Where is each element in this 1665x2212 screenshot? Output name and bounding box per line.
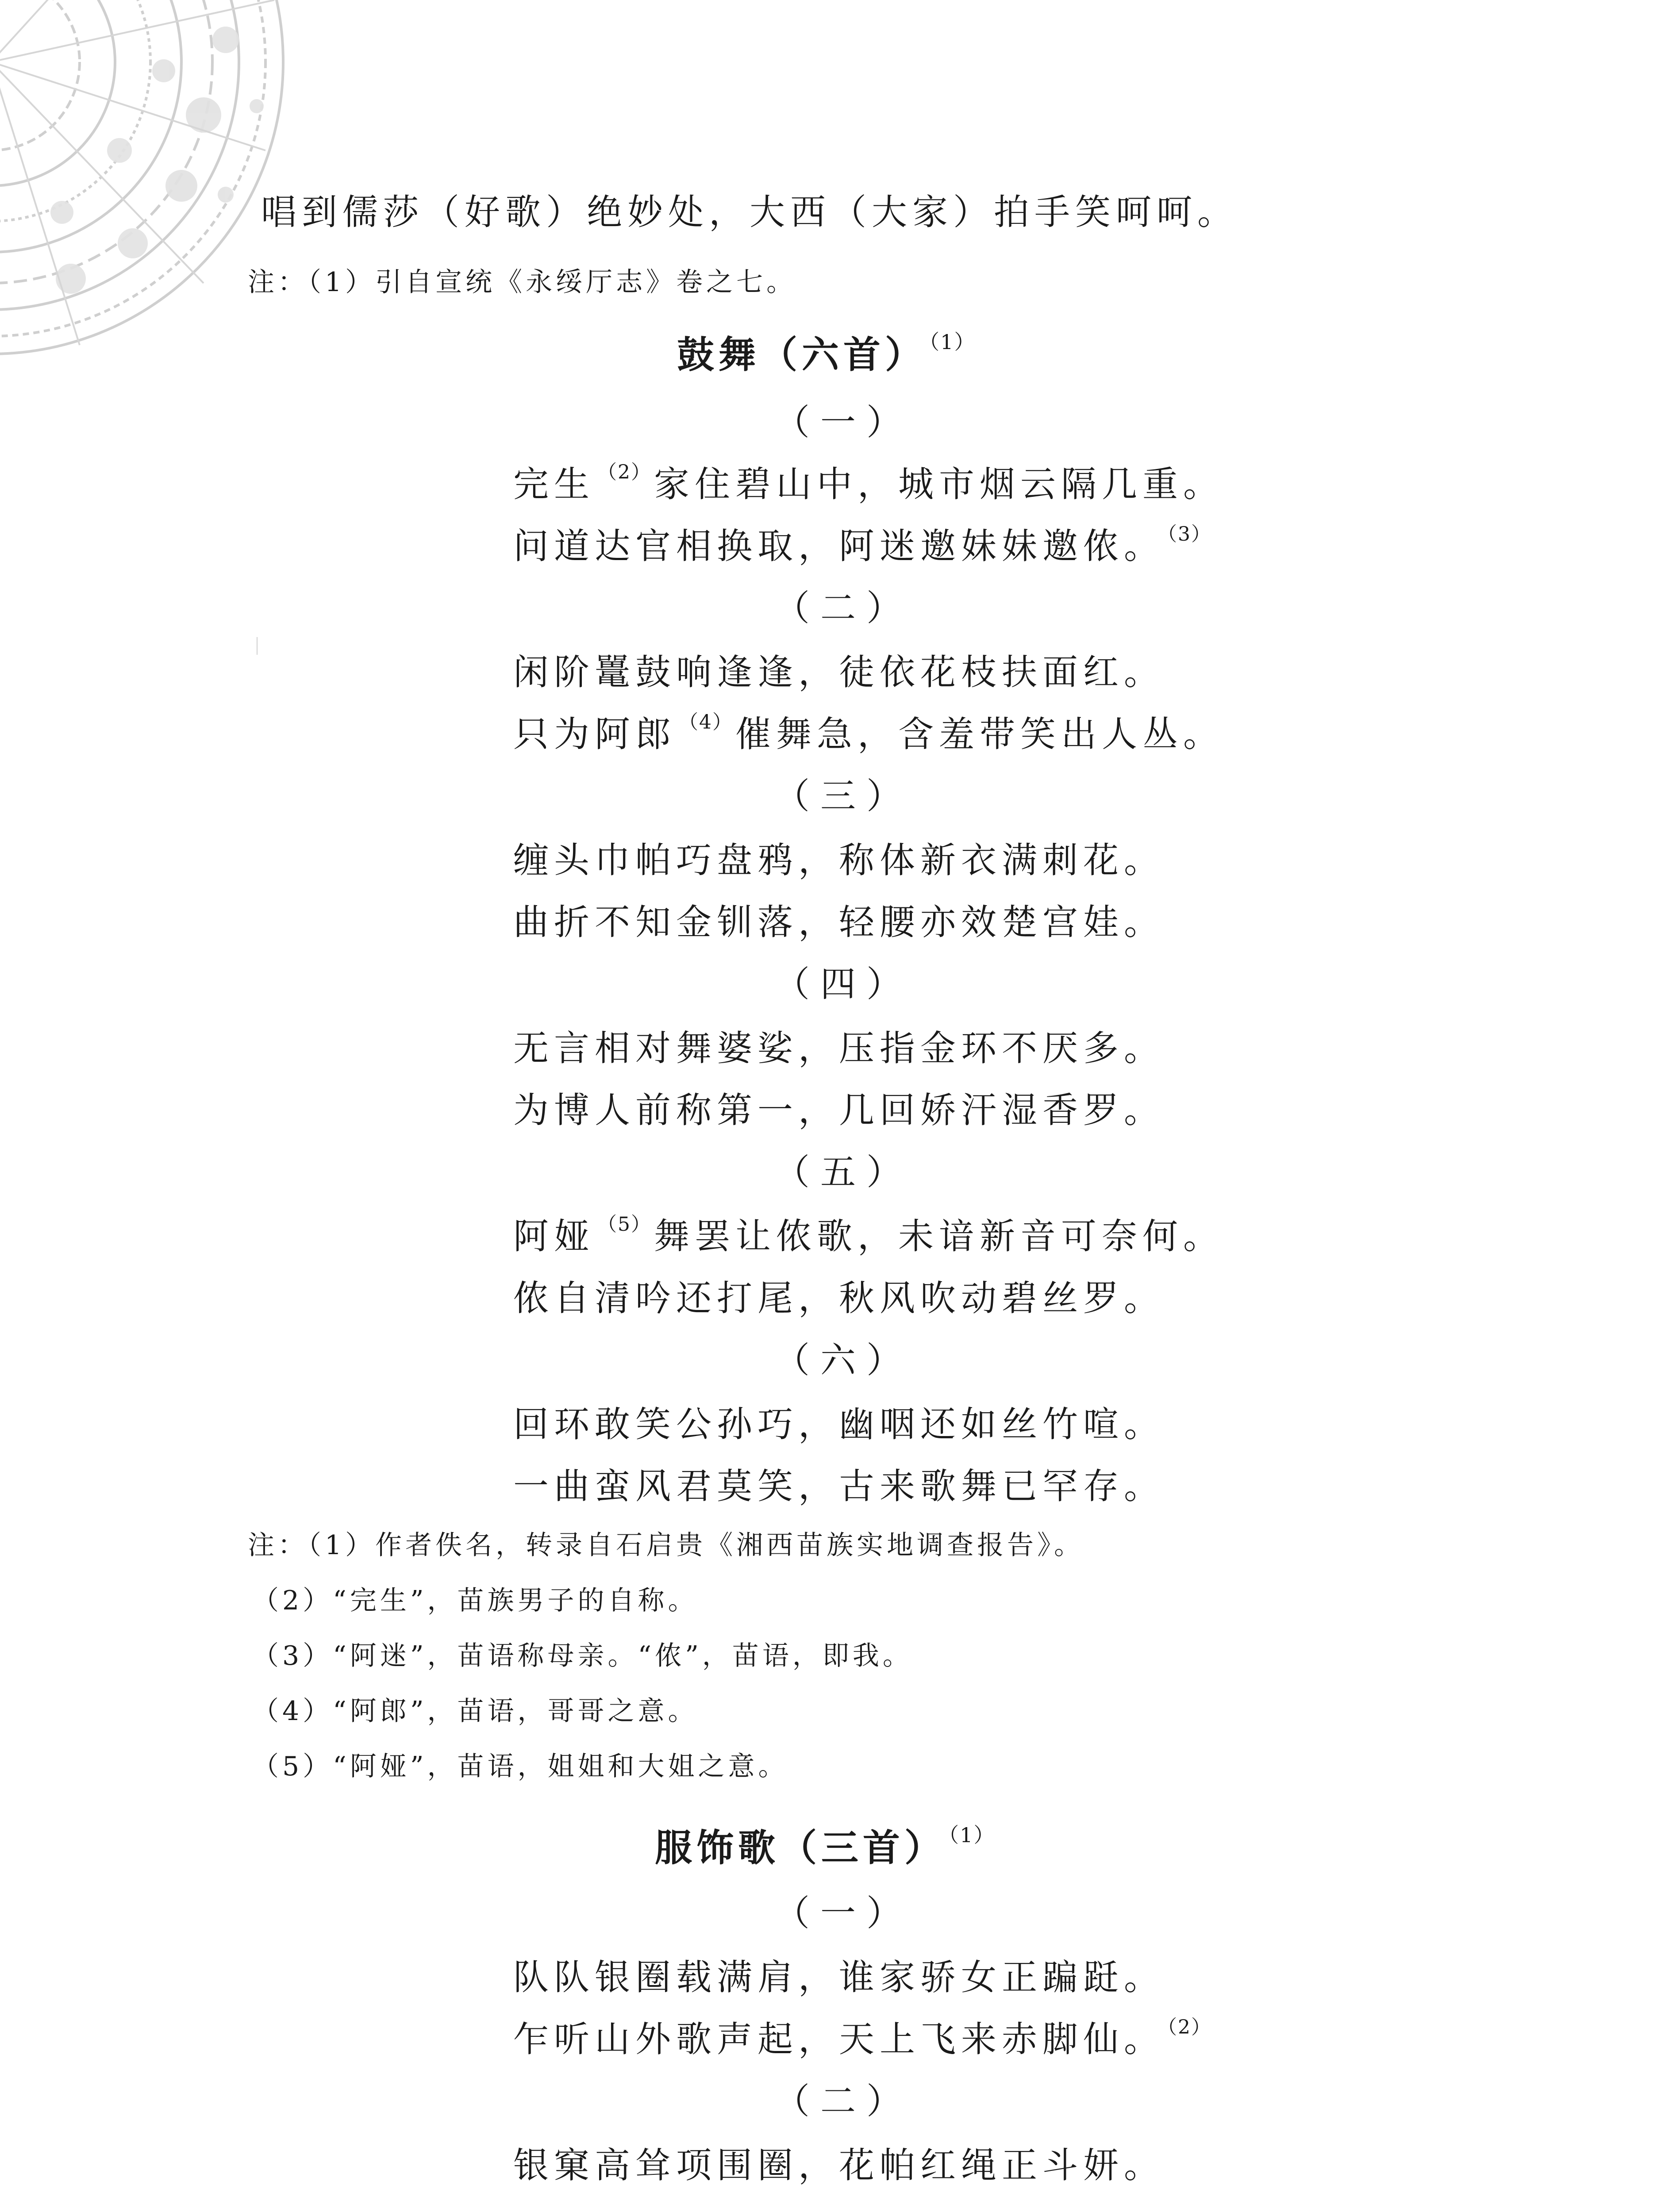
footnote: （2）“完生”，苗族男子的自称。 xyxy=(252,1585,698,1616)
margin-mark xyxy=(257,637,258,655)
footnote: （4）“阿郎”，苗语，哥哥之意。 xyxy=(252,1696,698,1727)
poem-line: 只为阿郎 $^{(4)}$催舞急，含羞带笑出人丛。 xyxy=(513,711,1224,755)
poem-line: 银窠高耸项围圈，花帕红绳正斗妍。 xyxy=(513,2145,1165,2186)
footnote: （3）“阿迷”，苗语称母亲。“侬”，苗语，即我。 xyxy=(252,1640,913,1671)
intro-line: 唱到儒莎（好歌）绝妙处，大西（大家）拍手笑呵呵。 xyxy=(261,192,1238,233)
stanza-number: （六） xyxy=(774,1340,912,1381)
stanza-number: （一） xyxy=(774,402,912,443)
poem-line: 为博人前称第一，几回娇汗湿香罗。 xyxy=(513,1090,1165,1131)
stanza-number: （一） xyxy=(774,1893,912,1934)
poem-line: 队队银圈载满肩，谁家骄女正蹁跹。 xyxy=(513,1957,1165,1998)
poem-line: 侬自清吟还打尾，秋风吹动碧丝罗。 xyxy=(513,1278,1165,1319)
poem-line: 曲折不知金钏落，轻腰亦效楚宫娃。 xyxy=(513,902,1165,943)
poem-line: 无言相对舞婆娑，压指金环不厌多。 xyxy=(513,1028,1165,1069)
footnote: 注：（1）作者佚名，转录自石启贵《湘西苗族实地调查报告》。 xyxy=(248,1530,1084,1561)
poem-line: 一曲蛮风君莫笑，古来歌舞已罕存。 xyxy=(513,1466,1165,1507)
footnote: （5）“阿娅”，苗语，姐姐和大姐之意。 xyxy=(252,1751,788,1782)
stanza-number: （五） xyxy=(774,1152,912,1193)
poem-line: 乍听山外歌声起，天上飞来赤脚仙。 $^{(2)}$ xyxy=(513,2016,1211,2060)
intro-note: 注：（1）引自宣统《永绥厅志》卷之七。 xyxy=(248,267,797,298)
poem-line: 回环敢笑公孙巧，幽咽还如丝竹喧。 xyxy=(513,1404,1165,1445)
lace-ornament-icon xyxy=(0,0,301,372)
stanza-number: （二） xyxy=(774,588,912,629)
section1-title: 鼓舞（六首） $^{(1)}$ xyxy=(677,330,976,376)
section2-title: 服饰歌（三首） $^{(1)}$ xyxy=(655,1823,995,1870)
poem-line: 缠头巾帕巧盘鸦，称体新衣满刺花。 xyxy=(513,840,1165,881)
stanza-number: （三） xyxy=(774,776,912,817)
poem-line: 完生 $^{(2)}$家住碧山中，城市烟云隔几重。 xyxy=(513,461,1224,505)
poem-line: 问道达官相换取，阿迷邀妹妹邀侬。 $^{(3)}$ xyxy=(513,523,1211,567)
stanza-number: （二） xyxy=(774,2081,912,2122)
stanza-number: （四） xyxy=(774,964,912,1005)
poem-line: 闲阶鼍鼓响逢逢，徒依花枝扶面红。 xyxy=(513,652,1165,693)
poem-line: 阿娅 $^{(5)}$舞罢让侬歌，未谙新音可奈何。 xyxy=(513,1213,1224,1257)
